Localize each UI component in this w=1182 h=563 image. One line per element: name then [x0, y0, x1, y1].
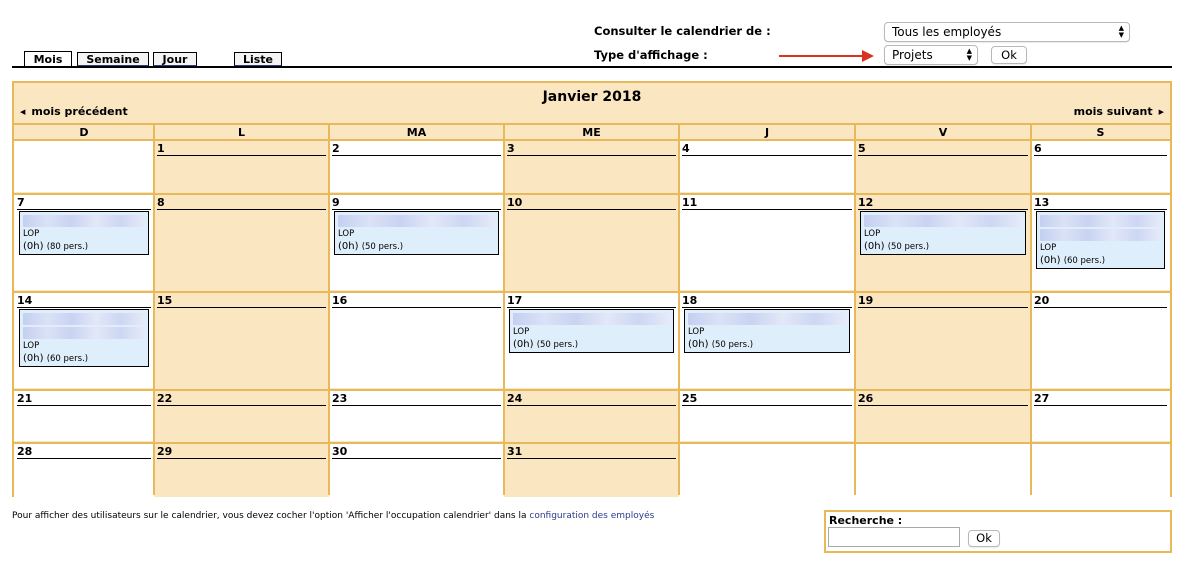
select-arrows-icon: ▲ ▼ [966, 47, 972, 62]
next-month-label: mois suivant [1073, 105, 1153, 118]
redacted-project-name [864, 215, 1022, 227]
day-number: 1 [157, 142, 326, 156]
day-cell[interactable] [154, 443, 329, 497]
day-number: 11 [682, 196, 852, 210]
event-summary [338, 240, 495, 254]
event-summary [688, 338, 846, 352]
grid-divider [854, 123, 856, 495]
day-number: 20 [1034, 294, 1167, 308]
redacted-project-name [338, 215, 495, 227]
day-number: 12 [858, 196, 1028, 210]
day-cell[interactable] [679, 292, 855, 388]
day-cell[interactable] [679, 194, 855, 290]
redacted-project-name [1040, 229, 1161, 241]
redacted-project-name [688, 313, 846, 325]
day-cell[interactable] [329, 140, 504, 192]
grid-divider [678, 123, 680, 495]
grid-divider [14, 442, 1170, 444]
event-summary [864, 240, 1022, 254]
month-title: Janvier 2018 [542, 89, 642, 105]
day-number: 2 [332, 142, 501, 156]
grid-divider [503, 123, 505, 495]
event-code: LOP [23, 229, 40, 239]
tab-semaine[interactable]: Semaine [77, 52, 149, 67]
search-label: Recherche : [829, 514, 903, 527]
employee-select[interactable] [884, 22, 1130, 42]
event-summary [23, 240, 145, 254]
footer-note [12, 511, 654, 521]
day-cell[interactable] [154, 390, 329, 441]
select-arrows-icon: ▲ ▼ [1118, 24, 1124, 39]
day-number: 21 [17, 392, 151, 406]
tab-liste[interactable]: Liste [234, 52, 282, 67]
day-number: 9 [332, 196, 501, 210]
day-number: 22 [157, 392, 326, 406]
previous-month-link[interactable] [20, 105, 128, 118]
day-number: 14 [17, 294, 151, 308]
display-type-value: Projets [892, 48, 933, 62]
next-month-link[interactable] [1074, 105, 1164, 118]
day-header: S [1031, 123, 1170, 140]
employee-select-value: Tous les employés [892, 25, 1002, 39]
day-cell[interactable] [855, 194, 1031, 290]
day-cell[interactable] [855, 390, 1031, 441]
day-number: 29 [157, 445, 326, 459]
day-cell [679, 443, 855, 497]
redacted-project-name [23, 215, 145, 227]
search-panel [824, 510, 1172, 553]
event-persons: (50 pers.) [887, 242, 930, 252]
day-cell[interactable] [329, 443, 504, 497]
footer-note-text: Pour afficher des utilisateurs sur le calendrier, vous devez cocher l'option 'Afficher l'occupation calendrier' dans la [12, 511, 527, 521]
day-header: MA [329, 123, 504, 140]
grid-divider [14, 291, 1170, 293]
day-cell[interactable] [1031, 292, 1170, 388]
day-cell [14, 140, 154, 192]
tab-jour[interactable]: Jour [153, 52, 197, 67]
day-header: V [855, 123, 1031, 140]
day-header: L [154, 123, 329, 140]
day-cell[interactable] [14, 194, 154, 290]
day-cell[interactable] [154, 292, 329, 388]
event-hours: (0h) [23, 353, 44, 364]
day-cell[interactable] [855, 292, 1031, 388]
employee-config-link[interactable]: configuration des employés [529, 511, 655, 521]
type-affichage-label: Type d'affichage : [594, 48, 708, 62]
day-cell[interactable] [154, 140, 329, 192]
event-code: LOP [513, 327, 530, 337]
ok-button[interactable]: Ok [991, 46, 1027, 64]
day-number: 17 [507, 294, 676, 308]
redacted-project-name [1040, 215, 1161, 227]
event-summary [513, 338, 670, 352]
day-number: 6 [1034, 142, 1167, 156]
day-number: 5 [858, 142, 1028, 156]
event-persons: (60 pers.) [46, 354, 89, 364]
event-persons: (50 pers.) [536, 340, 579, 350]
day-cell[interactable] [14, 443, 154, 497]
day-header: D [14, 123, 154, 140]
project-event[interactable] [19, 309, 149, 367]
day-header: J [679, 123, 855, 140]
day-cell[interactable] [329, 292, 504, 388]
day-cell[interactable] [679, 390, 855, 441]
consulter-label: Consulter le calendrier de : [594, 24, 771, 38]
day-number: 13 [1034, 196, 1167, 210]
redacted-project-name [23, 327, 145, 339]
search-input[interactable] [828, 527, 960, 547]
event-hours: (0h) [513, 339, 534, 350]
day-cell[interactable] [1031, 390, 1170, 441]
event-hours: (0h) [688, 339, 709, 350]
event-summary [1040, 254, 1161, 268]
project-event[interactable] [860, 211, 1026, 255]
grid-divider [328, 123, 330, 495]
day-number: 19 [858, 294, 1028, 308]
event-code: LOP [864, 229, 881, 239]
project-event[interactable] [334, 211, 499, 255]
day-cell[interactable] [504, 140, 679, 192]
event-persons: (80 pers.) [46, 242, 89, 252]
day-number: 4 [682, 142, 852, 156]
event-code: LOP [338, 229, 355, 239]
day-number: 18 [682, 294, 852, 308]
project-event[interactable] [509, 309, 674, 353]
redacted-project-name [513, 313, 670, 325]
event-code: LOP [688, 327, 705, 337]
caret-right-icon: ▶ [1158, 108, 1164, 116]
day-cell[interactable] [1031, 194, 1170, 290]
day-cell[interactable] [504, 390, 679, 441]
day-number: 31 [507, 445, 676, 459]
grid-divider [14, 139, 1170, 141]
event-persons: (60 pers.) [1063, 256, 1106, 266]
event-hours: (0h) [338, 241, 359, 252]
day-number: 30 [332, 445, 501, 459]
previous-month-label: mois précédent [31, 105, 128, 118]
display-type-select[interactable] [884, 45, 978, 65]
day-number: 25 [682, 392, 852, 406]
day-cell[interactable] [14, 292, 154, 388]
search-ok-button[interactable]: Ok [968, 530, 1000, 547]
day-number: 24 [507, 392, 676, 406]
grid-divider [153, 123, 155, 495]
day-header: ME [504, 123, 679, 140]
event-code: LOP [1040, 243, 1057, 253]
project-event[interactable] [1036, 211, 1165, 269]
day-number: 8 [157, 196, 326, 210]
event-hours: (0h) [864, 241, 885, 252]
day-number: 23 [332, 392, 501, 406]
day-number: 16 [332, 294, 501, 308]
day-cell[interactable] [154, 194, 329, 290]
tab-divider [12, 66, 1172, 68]
day-cell [1031, 443, 1170, 497]
day-number: 3 [507, 142, 676, 156]
project-event[interactable] [19, 211, 149, 255]
day-number: 27 [1034, 392, 1167, 406]
event-persons: (50 pers.) [711, 340, 754, 350]
event-summary [23, 352, 145, 366]
red-arrow-icon [778, 48, 876, 64]
day-cell[interactable] [329, 194, 504, 290]
day-number: 26 [858, 392, 1028, 406]
day-cell[interactable] [855, 140, 1031, 192]
day-cell[interactable] [679, 140, 855, 192]
day-number: 7 [17, 196, 151, 210]
day-number: 28 [17, 445, 151, 459]
day-cell[interactable] [504, 194, 679, 290]
project-event[interactable] [684, 309, 850, 353]
tab-mois[interactable]: Mois [24, 51, 72, 68]
event-code: LOP [23, 341, 40, 351]
day-cell[interactable] [14, 390, 154, 441]
day-cell [855, 443, 1031, 497]
event-hours: (0h) [23, 241, 44, 252]
caret-left-icon: ◀ [20, 108, 26, 116]
day-cell[interactable] [504, 292, 679, 388]
redacted-project-name [23, 313, 145, 325]
grid-divider [14, 193, 1170, 195]
grid-divider [14, 389, 1170, 391]
calendar-header [14, 83, 1170, 123]
day-cell[interactable] [329, 390, 504, 441]
event-hours: (0h) [1040, 255, 1061, 266]
month-calendar [12, 81, 1172, 497]
day-number: 10 [507, 196, 676, 210]
event-persons: (50 pers.) [361, 242, 404, 252]
grid-divider [1030, 123, 1032, 495]
day-number: 15 [157, 294, 326, 308]
day-cell[interactable] [504, 443, 679, 497]
day-cell[interactable] [1031, 140, 1170, 192]
